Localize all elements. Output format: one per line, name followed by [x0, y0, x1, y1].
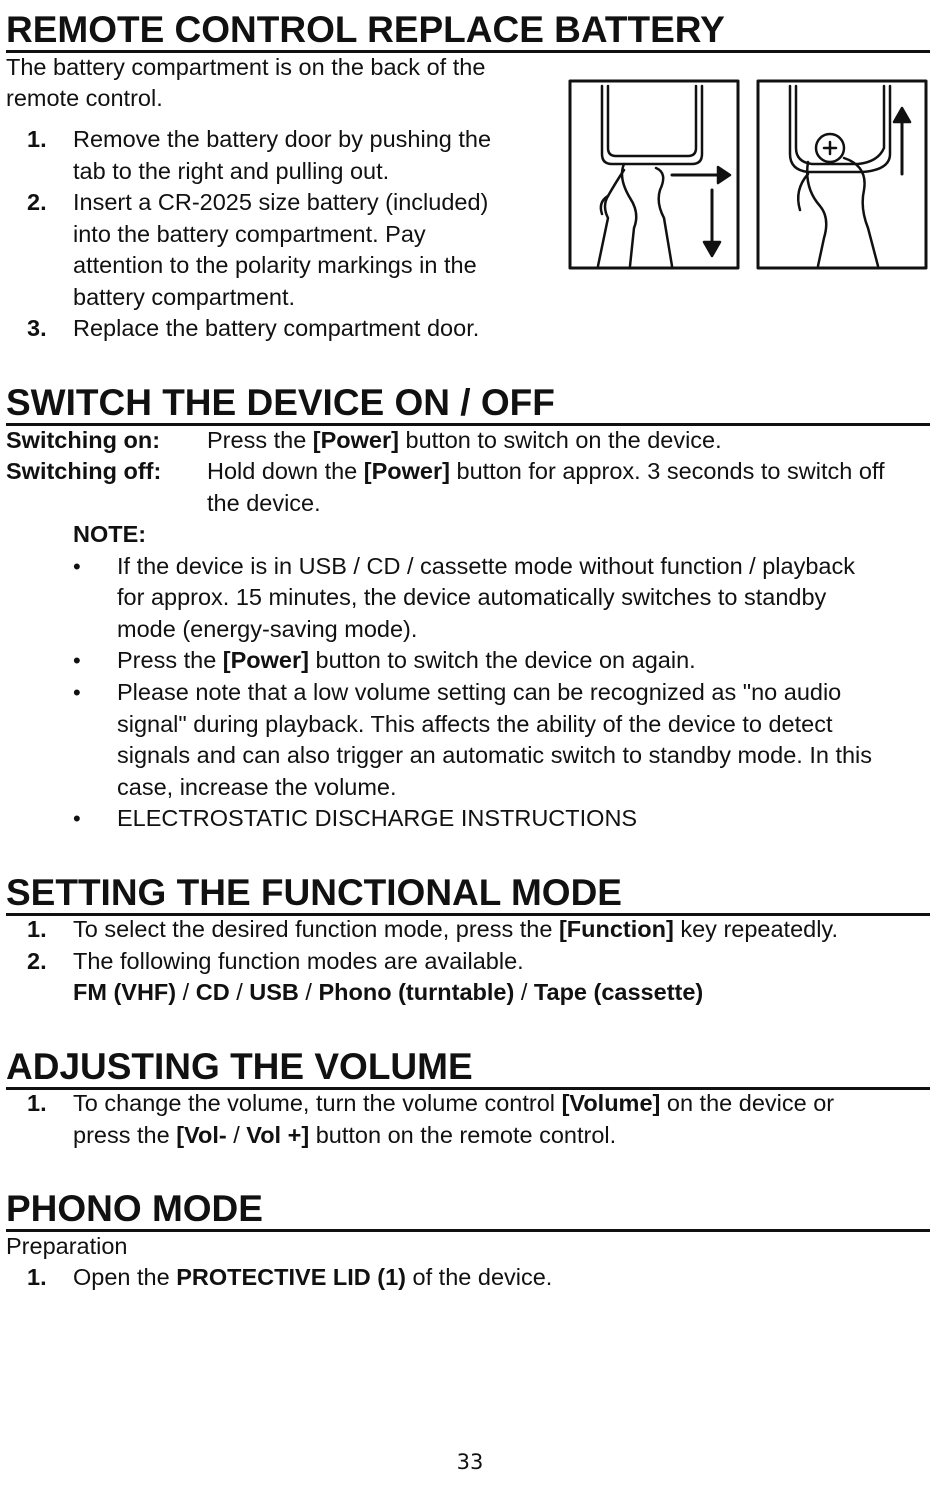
switching-off-text-2: the device.	[207, 490, 321, 516]
arrow-right-icon	[718, 167, 730, 183]
switching-on-label: Switching on:	[6, 427, 161, 453]
step-text: into the battery compartment. Pay	[73, 221, 426, 247]
preparation-label: Preparation	[6, 1233, 128, 1259]
note-label: NOTE:	[73, 521, 147, 547]
arrow-down-icon	[704, 242, 720, 256]
section-title-switch-on-off: SWITCH THE DEVICE ON / OFF	[6, 383, 930, 426]
step-number: 1.	[27, 916, 47, 942]
note-bullet-text: ELECTROSTATIC DISCHARGE INSTRUCTIONS	[117, 805, 638, 831]
step-text: press the [Vol- / Vol +] button on the remote control.	[73, 1122, 617, 1148]
hand-outline	[656, 168, 672, 266]
bullet-icon: •	[73, 648, 81, 673]
bullet-icon: •	[73, 554, 81, 579]
section-title-functional-mode: SETTING THE FUNCTIONAL MODE	[6, 873, 930, 916]
step-text: Open the PROTECTIVE LID (1) of the device.	[73, 1264, 553, 1290]
step-text: battery compartment.	[73, 284, 296, 310]
step-text: The following function modes are available.	[73, 948, 524, 974]
switching-on-text: Press the [Power] button to switch on the device.	[207, 427, 722, 453]
step-number: 2.	[27, 948, 47, 974]
section-title-volume: ADJUSTING THE VOLUME	[6, 1047, 930, 1090]
step-number: 1.	[27, 1264, 47, 1290]
step-text: To change the volume, turn the volume control [Volume] on the device or	[73, 1090, 835, 1116]
bullet-icon: •	[73, 806, 81, 831]
battery-replacement-illustration	[568, 78, 930, 272]
step-number: 1.	[27, 126, 47, 152]
step-number: 2.	[27, 189, 47, 215]
note-bullet-text: case, increase the volume.	[117, 774, 397, 800]
note-bullet-text: Please note that a low volume setting can be recognized as "no audio	[117, 679, 842, 705]
step-text: tab to the right and pulling out.	[73, 158, 390, 184]
step-number: 3.	[27, 315, 47, 341]
bullet-icon: •	[73, 680, 81, 705]
note-bullet-text: signals and can also trigger an automatic switch to standby mode. In this	[117, 742, 873, 768]
switching-off-label: Switching off:	[6, 458, 162, 484]
step-text: Remove the battery door by pushing the	[73, 126, 492, 152]
page-number: 33	[456, 1450, 484, 1474]
intro-line-1: The battery compartment is on the back of the	[6, 54, 486, 80]
step-text: Replace the battery compartment door.	[73, 315, 480, 341]
step-number: 1.	[27, 1090, 47, 1116]
step-text: To select the desired function mode, press the [Function] key repeatedly.	[73, 916, 838, 942]
arrow-up-icon	[894, 108, 910, 122]
note-bullet-text: Press the [Power] button to switch the device on again.	[117, 647, 696, 673]
step-text: Insert a CR-2025 size battery (included)	[73, 189, 489, 215]
section-title-phono-mode: PHONO MODE	[6, 1189, 930, 1232]
section-title-remote-battery: REMOTE CONTROL REPLACE BATTERY	[6, 10, 930, 53]
note-bullet-text: signal" during playback. This affects the ability of the device to detect	[117, 711, 833, 737]
remote-outline	[608, 86, 696, 156]
intro-line-2: remote control.	[6, 85, 163, 111]
note-bullet-text: for approx. 15 minutes, the device automatically switches to standby	[117, 584, 827, 610]
switching-off-text: Hold down the [Power] button for approx. 3 seconds to switch off	[207, 458, 885, 484]
note-bullet-text: If the device is in USB / CD / cassette mode without function / playback	[117, 553, 855, 579]
step-text: attention to the polarity markings in the	[73, 252, 477, 278]
function-modes-list: FM (VHF) / CD / USB / Phono (turntable) / Tape (cassette)	[73, 979, 704, 1005]
note-bullet-text: mode (energy-saving mode).	[117, 616, 418, 642]
